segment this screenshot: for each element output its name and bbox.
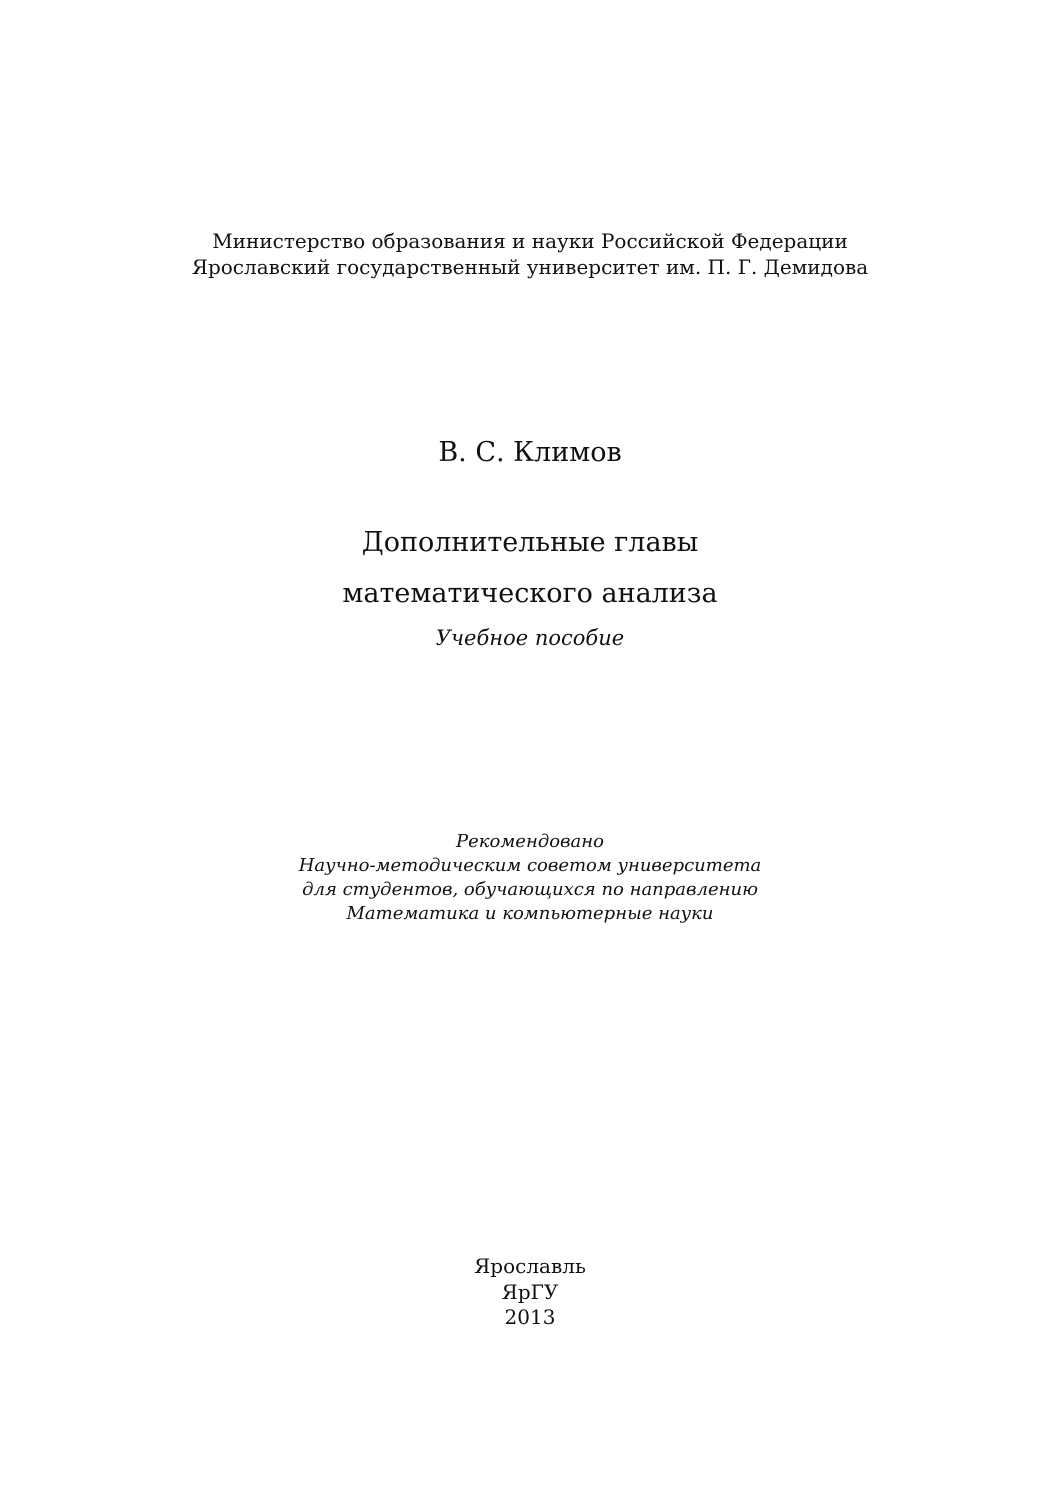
recommendation-line-1: Рекомендовано	[456, 831, 604, 852]
recommendation-line-2: Научно-методическим советом университета	[298, 855, 762, 876]
book-subtitle: Учебное пособие	[435, 626, 625, 650]
imprint-city: Ярославль	[474, 1254, 586, 1278]
recommendation-line-4: Математика и компьютерные науки	[346, 903, 714, 924]
book-title-line-1: Дополнительные главы	[361, 527, 699, 558]
imprint-publisher: ЯрГУ	[501, 1280, 559, 1304]
imprint-year: 2013	[504, 1305, 556, 1329]
author-name: В. С. Климов	[438, 437, 622, 468]
book-title-line-2: математического анализа	[342, 578, 718, 609]
recommendation-line-3: для студентов, обучающихся по направлению	[302, 879, 758, 900]
ministry-line: Министерство образования и науки Российской Федерации	[212, 229, 848, 253]
university-line: Ярославский государственный университет им. П. Г. Демидова	[191, 255, 869, 279]
